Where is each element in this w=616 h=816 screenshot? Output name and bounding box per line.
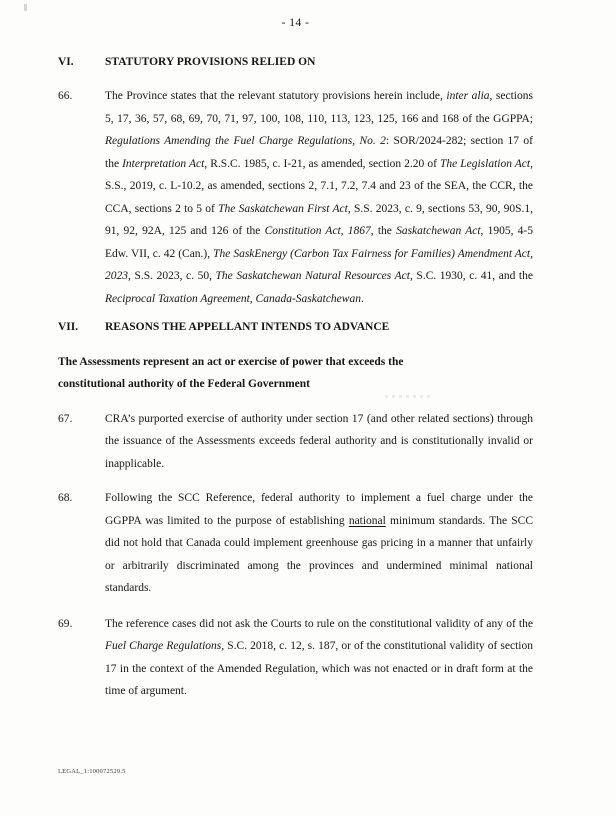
- paragraph-body: The reference cases did not ask the Courts to rule on the constitutional validity of any of the Fuel Charge Regulations, S.C. 2018, c. 12, s. 187, or of the constitutional validity of section 17 in the context of the Amended Regulation, which was not enacted or in draft form at the time of argument.: [105, 617, 533, 697]
- section-title: REASONS THE APPELLANT INTENDS TO ADVANCE: [105, 321, 390, 333]
- paragraph-69: [58, 613, 533, 703]
- paragraph-body: Following the SCC Reference, federal authority to implement a fuel charge under the GGPPA was limited to the purpose of establishing national minimum standards. The SCC did not hold that Canada could implement greenhouse gas pricing in a manner that unfairly or arbitrarily discriminated among the provinces and undermined minimal national standards.: [105, 492, 533, 594]
- section-heading-vii: [58, 316, 533, 339]
- paragraph-body: CRA’s purported exercise of authority under section 17 (and other related sections) through the issuance of the Assessments exceeds federal authority and is constitutionally invalid or inapplicable.: [105, 412, 533, 470]
- section-number: VII.: [58, 321, 79, 333]
- scan-artifact: [24, 4, 27, 11]
- paragraph-67: [58, 408, 533, 476]
- paragraph-number: 69.: [58, 617, 73, 630]
- paragraph-68: [58, 487, 533, 600]
- document-footer-code: LEGAL_1:100072529.5: [58, 768, 126, 775]
- argument-subheading: The Assessments represent an act or exercise of power that exceeds the constitutional authority of the Federal Government: [58, 355, 404, 390]
- paragraph-number: 66.: [58, 90, 73, 102]
- paragraph-number: 68.: [58, 492, 73, 504]
- paragraph-number: 67.: [58, 412, 73, 425]
- section-title: STATUTORY PROVISIONS RELIED ON: [105, 55, 316, 68]
- paragraph-66: [58, 85, 533, 310]
- page-number: - 14 -: [281, 17, 310, 29]
- paragraph-body: The Province states that the relevant statutory provisions herein include, inter alia, sections 5, 17, 36, 57, 68, 69, 70, 71, 97, 100, 108, 110, 113, 123, 125, 166 and 168 of the GGPPA; Regulations Amending the Fuel Charge Regulations, No. 2: SOR/2024-282; section 17 of the Interpretation Act, R.S.C. 1985, c. I-21, as amended, section 2.20 of The Legislation Act, S.S., 2019, c. L-10.2, as amended, sections 2, 7.1, 7.2, 7.4 and 23 of the SEA, the CCR, the CCA, sections 2 to 5 of The Saskatchewan First Act, S.S. 2023, c. 9, sections 53, 90, 90S.1, 91, 92, 92A, 125 and 126 of the Constitution Act, 1867, the Saskatchewan Act, 1905, 4-5 Edw. VII, c. 42 (Can.), The SaskEnergy (Carbon Tax Fairness for Families) Amendment Act, 2023, S.S. 2023, c. 50, The Saskatchewan Natural Resources Act, S.C. 1930, c. 41, and the Reciprocal Taxation Agreement, Canada-Saskatchewan.: [105, 90, 533, 305]
- section-heading-vi: [58, 51, 533, 74]
- section-number: VI.: [58, 55, 74, 68]
- scan-artifact: [385, 395, 431, 398]
